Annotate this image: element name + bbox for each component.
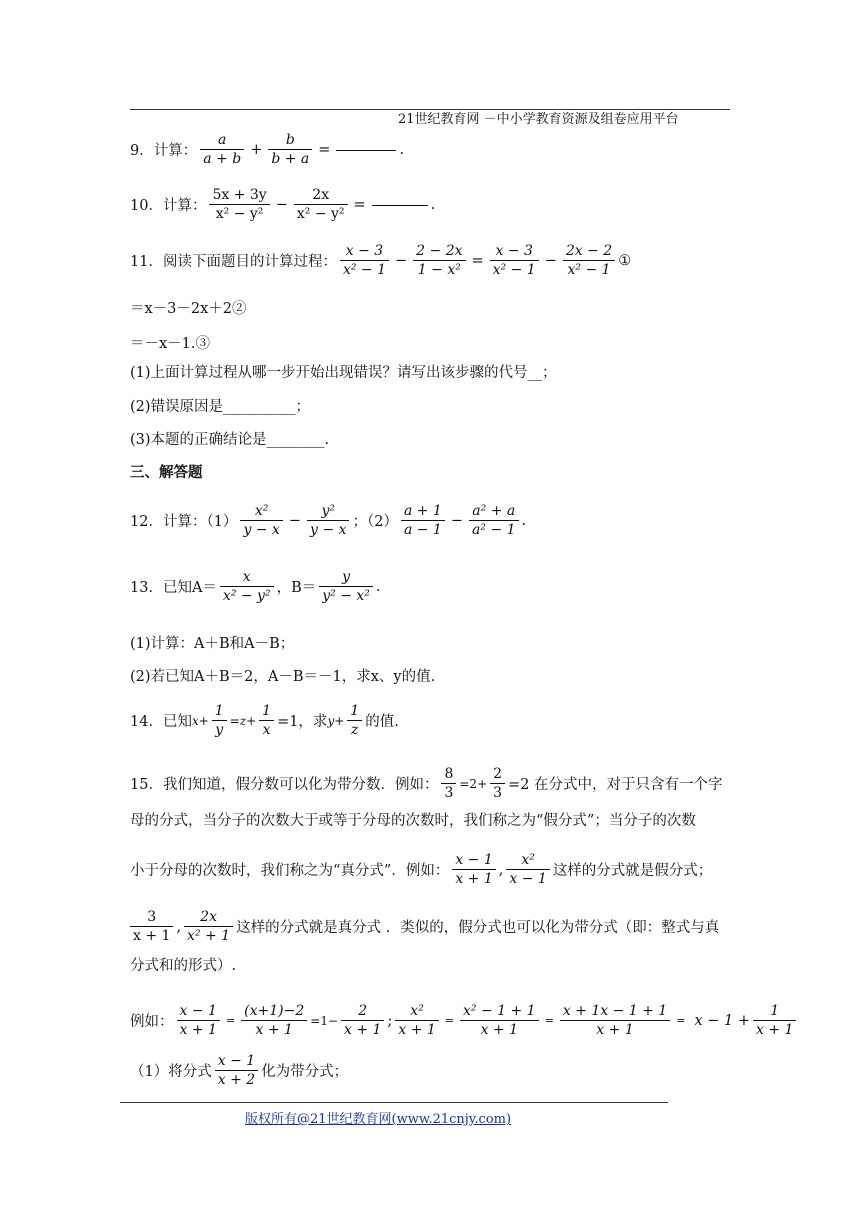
numerator: 2 <box>358 1003 368 1019</box>
footer-rule <box>120 1102 668 1103</box>
denominator: x + 1 <box>398 1022 436 1038</box>
equals-sign: = <box>676 1014 686 1027</box>
q15-fraction <box>130 908 173 945</box>
q10-fraction-2 <box>294 186 348 223</box>
q15-mid: =2+ <box>459 776 488 791</box>
q9-fraction-1 <box>200 131 244 168</box>
question-13 <box>130 568 381 605</box>
q15-line-2: 母的分式，当分子的次数大于或等于分母的次数时，我们称之为“假分式”；当分子的次数 <box>130 813 696 829</box>
denominator: x² − 1 <box>492 262 536 278</box>
q15-fraction-2-3 <box>490 765 505 802</box>
numerator: 2x <box>312 187 330 203</box>
q14-term-y: y+ <box>327 713 345 728</box>
denominator: x² − y² <box>296 206 345 222</box>
denominator: y² − x² <box>322 588 370 604</box>
q14-term-x: x+ <box>191 713 209 728</box>
q12-fraction-2 <box>307 502 349 539</box>
q15-line-4 <box>130 908 719 945</box>
q14-label: 14．已知 <box>130 714 192 730</box>
q10-fraction-1 <box>209 186 269 223</box>
q11-fraction-1 <box>340 242 389 279</box>
denominator: a − 1 <box>403 522 442 538</box>
q15-text: 15．我们知道，假分数可以化为带分数．例如： <box>130 777 439 793</box>
denominator: 3 <box>493 785 503 801</box>
denominator: x² + 1 <box>187 928 231 944</box>
denominator: x + 1 <box>255 1022 293 1038</box>
numerator: x − 1 <box>455 852 493 868</box>
numerator: 3 <box>147 909 157 925</box>
numerator: 1 <box>350 703 360 719</box>
denominator: x² − 1 <box>342 262 386 278</box>
question-12 <box>130 502 526 539</box>
q11-sub-1: (1)上面计算过程从哪一步开始出现错误？请写出该步骤的代号__； <box>130 365 557 381</box>
numerator: 1 <box>770 1003 780 1019</box>
numerator: y <box>342 569 351 585</box>
q15-sub1-fraction <box>215 1052 258 1089</box>
q15-text: 小于分母的次数时，我们称之为“真分式”．例如： <box>130 863 450 879</box>
question-11 <box>130 242 631 279</box>
denominator: y − x <box>310 522 347 538</box>
q12-fraction-4 <box>469 502 519 539</box>
denominator: y <box>215 722 224 738</box>
q11-label: 11．阅读下面题目的计算过程： <box>130 254 337 270</box>
minus-sign: − <box>275 196 288 213</box>
minus-sign: − <box>395 252 408 269</box>
q14-end: 的值. <box>365 714 399 730</box>
q15-text: =2 在分式中，对于只含有一个字 <box>508 777 723 793</box>
q12-label: 12．计算：（1） <box>130 514 238 530</box>
denominator: z <box>351 722 359 738</box>
period: . <box>430 196 436 213</box>
denominator: x + 1 <box>480 1022 519 1038</box>
equals-sign: = <box>544 1014 554 1027</box>
plus-sign: + <box>250 141 263 158</box>
q12-fraction-3 <box>401 502 445 539</box>
q15-fraction <box>184 908 233 945</box>
q13-label: 13．已知A＝ <box>130 580 217 596</box>
q15-line-1 <box>130 765 723 802</box>
denominator: x + 2 <box>217 1072 256 1088</box>
example-fraction <box>460 1002 539 1039</box>
header-title: 21世纪教育网 －中小学教育资源及组卷应用平台 <box>398 112 679 127</box>
numerator: x² <box>521 852 535 868</box>
numerator: x − 1 <box>217 1053 256 1069</box>
q9-fraction-2 <box>268 131 312 168</box>
denominator: 1 − x² <box>417 262 461 278</box>
minus-sign: − <box>544 252 557 269</box>
numerator: a² + a <box>472 503 516 519</box>
numerator: x² <box>254 503 269 519</box>
period: . <box>375 578 381 595</box>
comma: , <box>176 918 182 935</box>
period: . <box>399 141 405 158</box>
example-fraction <box>341 1002 384 1039</box>
denominator: b + a <box>271 151 310 167</box>
q15-fraction <box>506 851 549 888</box>
question-10 <box>130 186 435 223</box>
denominator: x² − y² <box>222 588 271 604</box>
q11-line-3: ＝－x－1.③ <box>130 336 211 352</box>
q14-equals-one: =1，求 <box>277 714 328 730</box>
example-fraction <box>241 1002 307 1039</box>
equals-sign: = <box>471 252 484 269</box>
q15-text: 这样的分式就是真分式 ．类似的，假分式也可以化为带分式（即：整式与真 <box>236 920 720 936</box>
q14-fraction-1 <box>212 702 227 739</box>
example-label: 例如： <box>130 1014 174 1030</box>
q14-fraction-3 <box>347 702 362 739</box>
denominator: x² − 1 <box>567 262 611 278</box>
example-fraction <box>395 1002 438 1039</box>
semicolon: ; <box>387 1012 393 1029</box>
denominator: a² − 1 <box>472 522 516 538</box>
denominator: x + 1 <box>133 928 171 944</box>
question-9 <box>130 131 404 168</box>
numerator: 2x <box>200 909 217 925</box>
numerator: 2 <box>493 766 503 782</box>
numerator: 8 <box>444 766 454 782</box>
equals-sign: = <box>318 141 331 158</box>
numerator: (x+1)−2 <box>244 1003 305 1019</box>
denominator: x + 1 <box>596 1022 634 1038</box>
q14-fraction-2 <box>259 702 274 739</box>
q11-fraction-4 <box>563 242 615 279</box>
q13-sub-1: (1)计算：A＋B和A－B； <box>130 636 295 652</box>
q15-sub1-text: 化为带分式； <box>261 1064 349 1080</box>
denominator: x² − y² <box>215 206 264 222</box>
numerator: x² − 1 + 1 <box>463 1003 536 1019</box>
q15-text: 这样的分式就是假分式； <box>552 863 713 879</box>
answer-blank[interactable] <box>336 149 396 151</box>
q13-sub-2: (2)若已知A＋B＝2，A－B＝－1，求x、y的值. <box>130 669 436 685</box>
q15-line-5: 分式和的形式）. <box>130 958 237 974</box>
equals-sign: = <box>225 1014 236 1027</box>
equals-sign: = <box>353 196 366 213</box>
example-fraction <box>560 1002 670 1039</box>
numerator: x <box>242 569 251 585</box>
q11-sub-3: (3)本题的正确结论是________. <box>130 432 330 448</box>
example-fraction <box>177 1002 220 1039</box>
numerator: b <box>285 132 295 148</box>
q15-example <box>130 1002 799 1039</box>
question-14 <box>130 702 399 739</box>
numerator: 1 <box>262 703 272 719</box>
denominator: y − x <box>243 522 280 538</box>
numerator: x − 3 <box>495 243 533 259</box>
q11-fraction-3 <box>490 242 539 279</box>
period: . <box>521 512 527 529</box>
numerator: 2 − 2x <box>416 243 463 259</box>
numerator: 5x + 3y <box>212 187 267 203</box>
denominator: 3 <box>444 785 454 801</box>
q10-label: 10．计算： <box>130 198 207 214</box>
minus-sign: − <box>450 512 463 529</box>
q15-fraction-8-3 <box>441 765 456 802</box>
numerator: x + 1x − 1 + 1 <box>562 1003 668 1019</box>
numerator: x − 3 <box>345 243 384 259</box>
minus-sign: − <box>288 512 302 529</box>
q11-line-2: ＝x－3－2x＋2② <box>130 301 247 317</box>
q13-fraction-a <box>220 568 274 605</box>
q15-sub-1 <box>130 1052 348 1089</box>
q9-label: 9．计算： <box>130 143 198 159</box>
denominator: x + 1 <box>179 1022 217 1038</box>
denominator: x <box>262 722 271 738</box>
numerator: a + 1 <box>403 503 442 519</box>
denominator: x + 1 <box>455 871 493 887</box>
numerator: 2x − 2 <box>565 243 613 259</box>
comma: , <box>498 861 504 878</box>
q12-separator: ；（2） <box>352 514 398 530</box>
q15-line-3 <box>130 851 712 888</box>
numerator: x² <box>410 1003 424 1019</box>
denominator: x + 1 <box>755 1022 794 1038</box>
equals-sign: = <box>444 1014 454 1027</box>
numerator: a <box>218 132 227 148</box>
example-fraction <box>753 1002 796 1039</box>
q13-separator: ，B＝ <box>276 580 317 596</box>
q12-fraction-1 <box>240 502 282 539</box>
numerator: y² <box>321 503 336 519</box>
q14-term-z: =z+ <box>229 713 257 728</box>
q11-fraction-2 <box>413 242 465 279</box>
denominator: x − 1 <box>509 871 547 887</box>
q11-sub-2: (2)错误原因是__________； <box>130 399 311 415</box>
numerator: 1 <box>214 703 224 719</box>
denominator: x + 1 <box>344 1022 382 1038</box>
footer-copyright-link[interactable]: 版权所有@21世纪教育网(www.21cnjy.com) <box>245 1112 512 1127</box>
step-marker-1: ① <box>618 252 632 269</box>
denominator: a + b <box>203 151 242 167</box>
example-mid: =1− <box>310 1013 339 1028</box>
q15-fraction <box>452 851 495 888</box>
answer-blank[interactable] <box>372 204 428 206</box>
section-title: 三、解答题 <box>130 464 203 481</box>
example-mid: x − 1 + <box>694 1012 750 1029</box>
q15-sub1-text: （1）将分式 <box>130 1064 212 1080</box>
q13-fraction-b <box>319 568 373 605</box>
numerator: x − 1 <box>179 1003 217 1019</box>
